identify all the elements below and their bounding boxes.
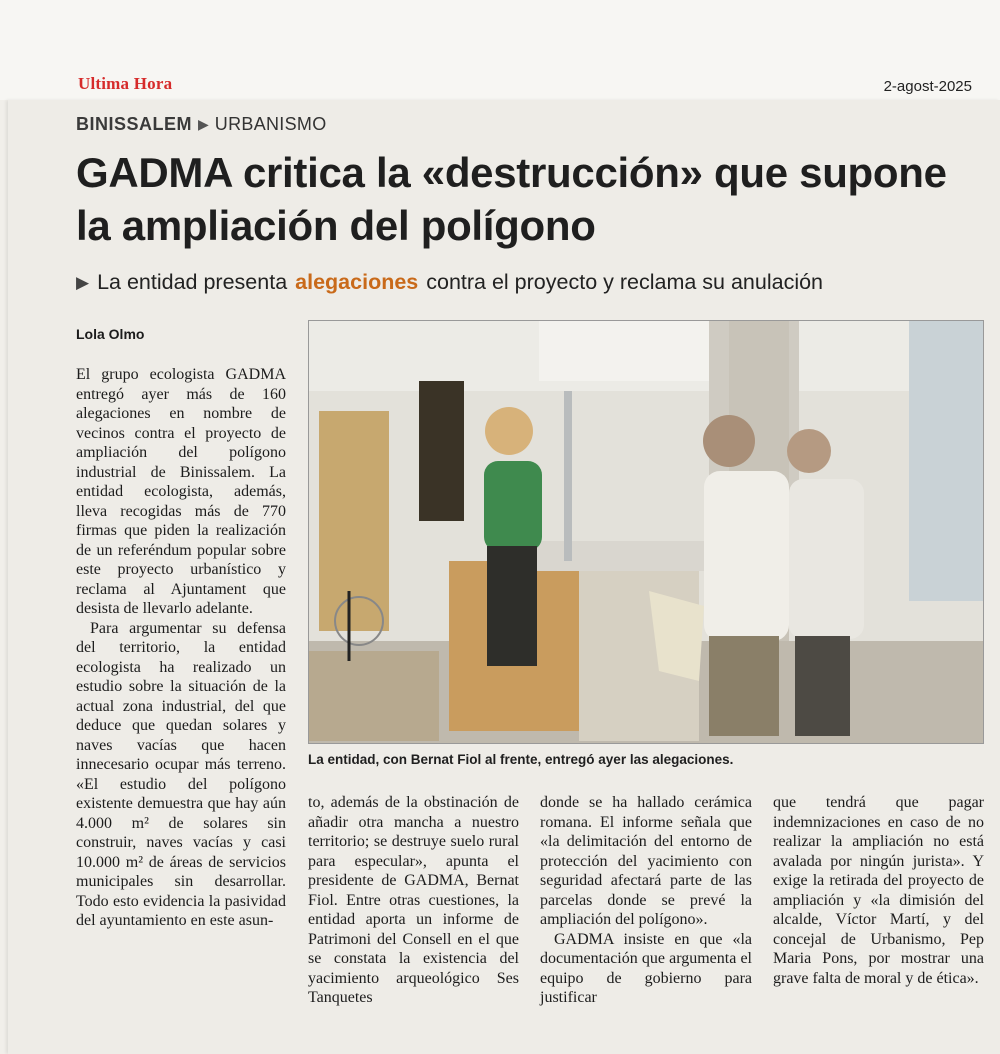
- article-headline: GADMA critica la «destrucción» que supone la ampliación del polígono: [76, 149, 947, 249]
- newspaper-masthead: Ultima Hora: [78, 74, 173, 93]
- article-paragraph: donde se ha hallado cerámica romana. El informe señala que «la delimitación del entorno de protección del yacimiento con seguridad afectará parte de las parcelas donde se prevé la ampliación del polígono».: [540, 794, 752, 928]
- section-town: BINISSALEM: [76, 114, 193, 134]
- section-category: URBANISMO: [214, 114, 327, 134]
- article-paragraph: El grupo ecologista GADMA entregó ayer más de 160 alegaciones en nombre de vecinos contra el proyecto de ampliación del polígono industrial de Binissalem. La entidad ecologista, además, lleva recogidas más de 770 firmas que piden la realización de un referéndum popular sobre este proyecto urbanístico y reclama al Ajuntament que desista de llevarlo adelante.: [76, 366, 286, 617]
- article-column-1: [76, 365, 286, 931]
- subhead-text-after: contra el proyecto y reclama su anulación: [426, 270, 824, 294]
- subhead-highlight: alegaciones: [295, 270, 419, 294]
- article-paragraph: GADMA insiste en que «la documentación que argumenta el equipo de gobierno para justificar: [540, 930, 752, 1006]
- article-column-3: [540, 793, 752, 1008]
- photo-caption: La entidad, con Bernat Fiol al frente, entregó ayer las alegaciones.: [308, 752, 734, 767]
- article-photo: [308, 320, 984, 744]
- photo-illustration: [309, 321, 983, 743]
- article-column-4: [773, 793, 984, 988]
- subhead-arrow-icon: ▶: [76, 272, 90, 292]
- subhead-text-before: La entidad presenta: [97, 270, 288, 294]
- article-subhead: [76, 270, 986, 295]
- publication-date: 2-agost-2025: [883, 78, 972, 95]
- article-paragraph: Para argumentar su defensa del territorio, la entidad ecologista ha realizado un estudio sobre la situación de la actual zona industrial, del que deduce que quedan solares y naves vacías que hacen innecesario ocupar más terreno. «El estudio del polígono existente demuestra que hay aún 4.000 m² de solares sin construir, naves vacías y casi 10.000 m² de áreas de servicios municipales sin desarrollar. Todo esto evidencia la pasividad del ayuntamiento en este asun-: [76, 619, 286, 929]
- section-arrow-icon: ▶: [198, 116, 209, 132]
- article-author: Lola Olmo: [76, 326, 145, 342]
- article-paragraph: que tendrá que pagar indemnizaciones en caso de no realizar la ampliación no está avalada por ningún jurista». Y exige la retirada del proyecto de ampliación y «la dimisión del alcalde, Víctor Martí, y del concejal de Urbanismo, Pep Maria Pons, por mostrar una grave falta de moral y de ética».: [773, 794, 984, 987]
- section-header: [76, 114, 327, 135]
- article-paragraph: to, además de la obstinación de añadir otra mancha a nuestro territorio; se destruye suelo rural para especular», apunta el presidente de GADMA, Bernat Fiol. Entre otras cuestiones, la entidad aporta un informe de Patrimoni del Consell en el que se constata la existencia del yacimiento arqueológico Ses Tanquetes: [308, 794, 519, 1006]
- article-column-2: [308, 793, 519, 1008]
